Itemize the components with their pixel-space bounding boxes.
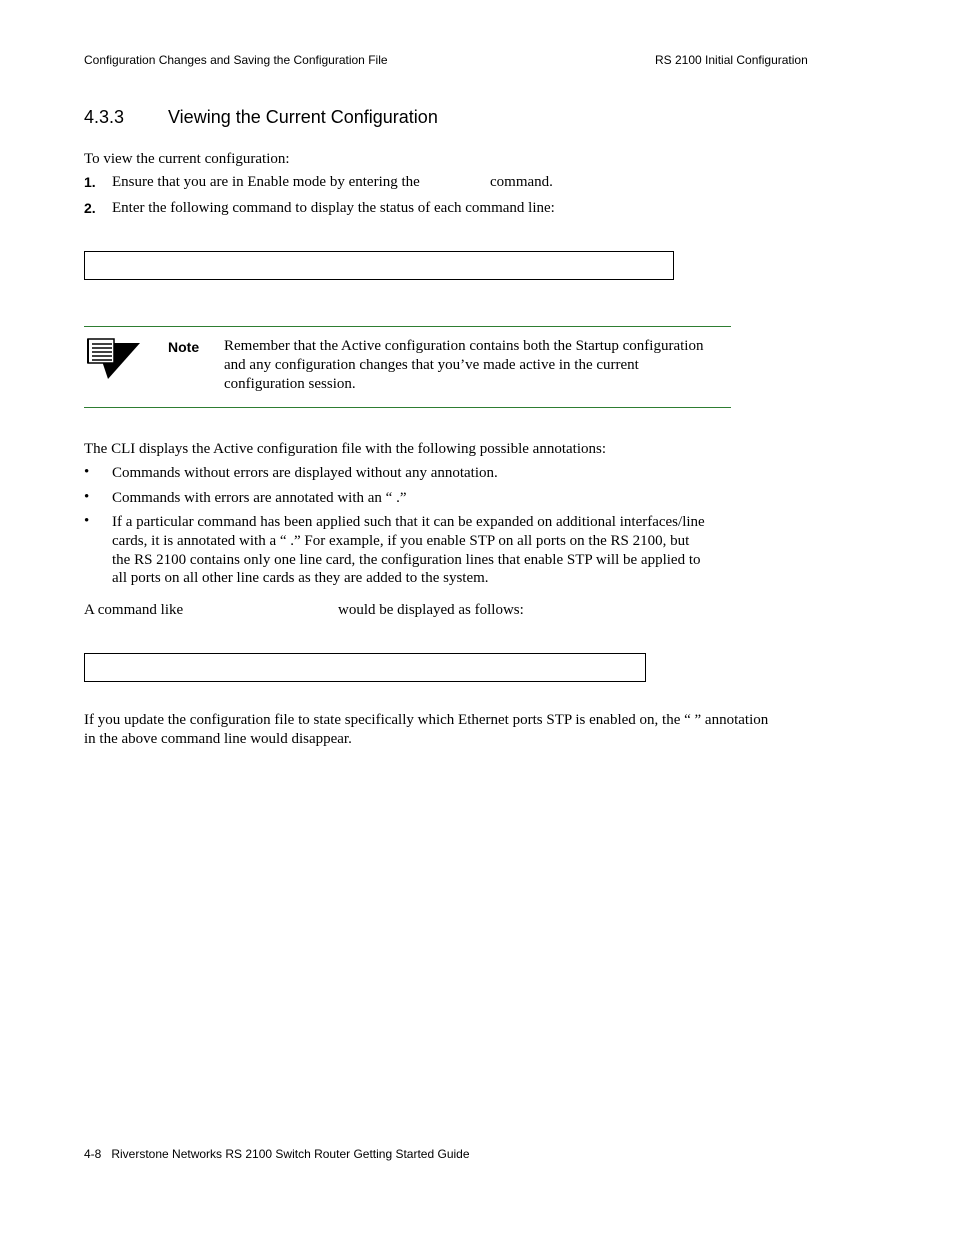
page-footer: 4-8 Riverstone Networks RS 2100 Switch Router Getting Started Guide: [84, 1147, 470, 1161]
bullet-marker: •: [84, 513, 90, 529]
example-text-end: would be displayed as follows:: [338, 602, 524, 618]
bullet-3-line-1: If a particular command has been applied such that it can be expanded on additional interfaces/line: [112, 514, 705, 530]
closing-line-2: in the above command line would disappear.: [84, 731, 352, 747]
command-box-example: [84, 653, 646, 682]
note-bottom-rule: [84, 407, 731, 408]
bullet-2-text: Commands with errors are annotated with an “ .”: [112, 490, 407, 506]
bullet-marker: •: [84, 489, 90, 505]
section-title: Viewing the Current Configuration: [168, 107, 438, 127]
intro-text: To view the current configuration:: [84, 151, 290, 167]
step-1-text-end: command.: [490, 174, 553, 190]
bullet-marker: •: [84, 464, 90, 480]
closing-line-1: If you update the configuration file to state specifically which Ethernet ports STP is enabled on, the “ ” annotation: [84, 712, 769, 728]
example-text: A command like: [84, 602, 184, 618]
section-number: 4.3.3: [84, 107, 125, 127]
step-1-text: Ensure that you are in Enable mode by entering the: [112, 174, 420, 190]
running-header-left: Configuration Changes and Saving the Configuration File: [84, 53, 388, 67]
bullet-1-text: Commands without errors are displayed without any annotation.: [112, 465, 498, 481]
step-1-number: 1.: [84, 174, 96, 190]
note-icon: [86, 337, 140, 381]
annotations-intro: The CLI displays the Active configuration file with the following possible annotations:: [84, 441, 606, 457]
bullet-3-line-3: the RS 2100 contains only one line card, the configuration lines that enable STP will be applied to: [112, 552, 701, 568]
note-label: Note: [168, 339, 200, 355]
step-2-number: 2.: [84, 200, 96, 216]
command-box-show-config: [84, 251, 674, 280]
note-top-rule: [84, 326, 731, 327]
note-line-1: Remember that the Active configuration contains both the Startup configuration: [224, 338, 704, 354]
step-2-text: Enter the following command to display the status of each command line:: [112, 200, 555, 216]
note-line-3: configuration session.: [224, 376, 356, 392]
bullet-3-line-2: cards, it is annotated with a “ .” For example, if you enable STP on all ports on the RS 2100, but: [112, 533, 690, 549]
running-header-right: RS 2100 Initial Configuration: [655, 53, 808, 67]
note-line-2: and any configuration changes that you’ve made active in the current: [224, 357, 639, 373]
bullet-3-line-4: all ports on all other line cards as they are added to the system.: [112, 570, 489, 586]
